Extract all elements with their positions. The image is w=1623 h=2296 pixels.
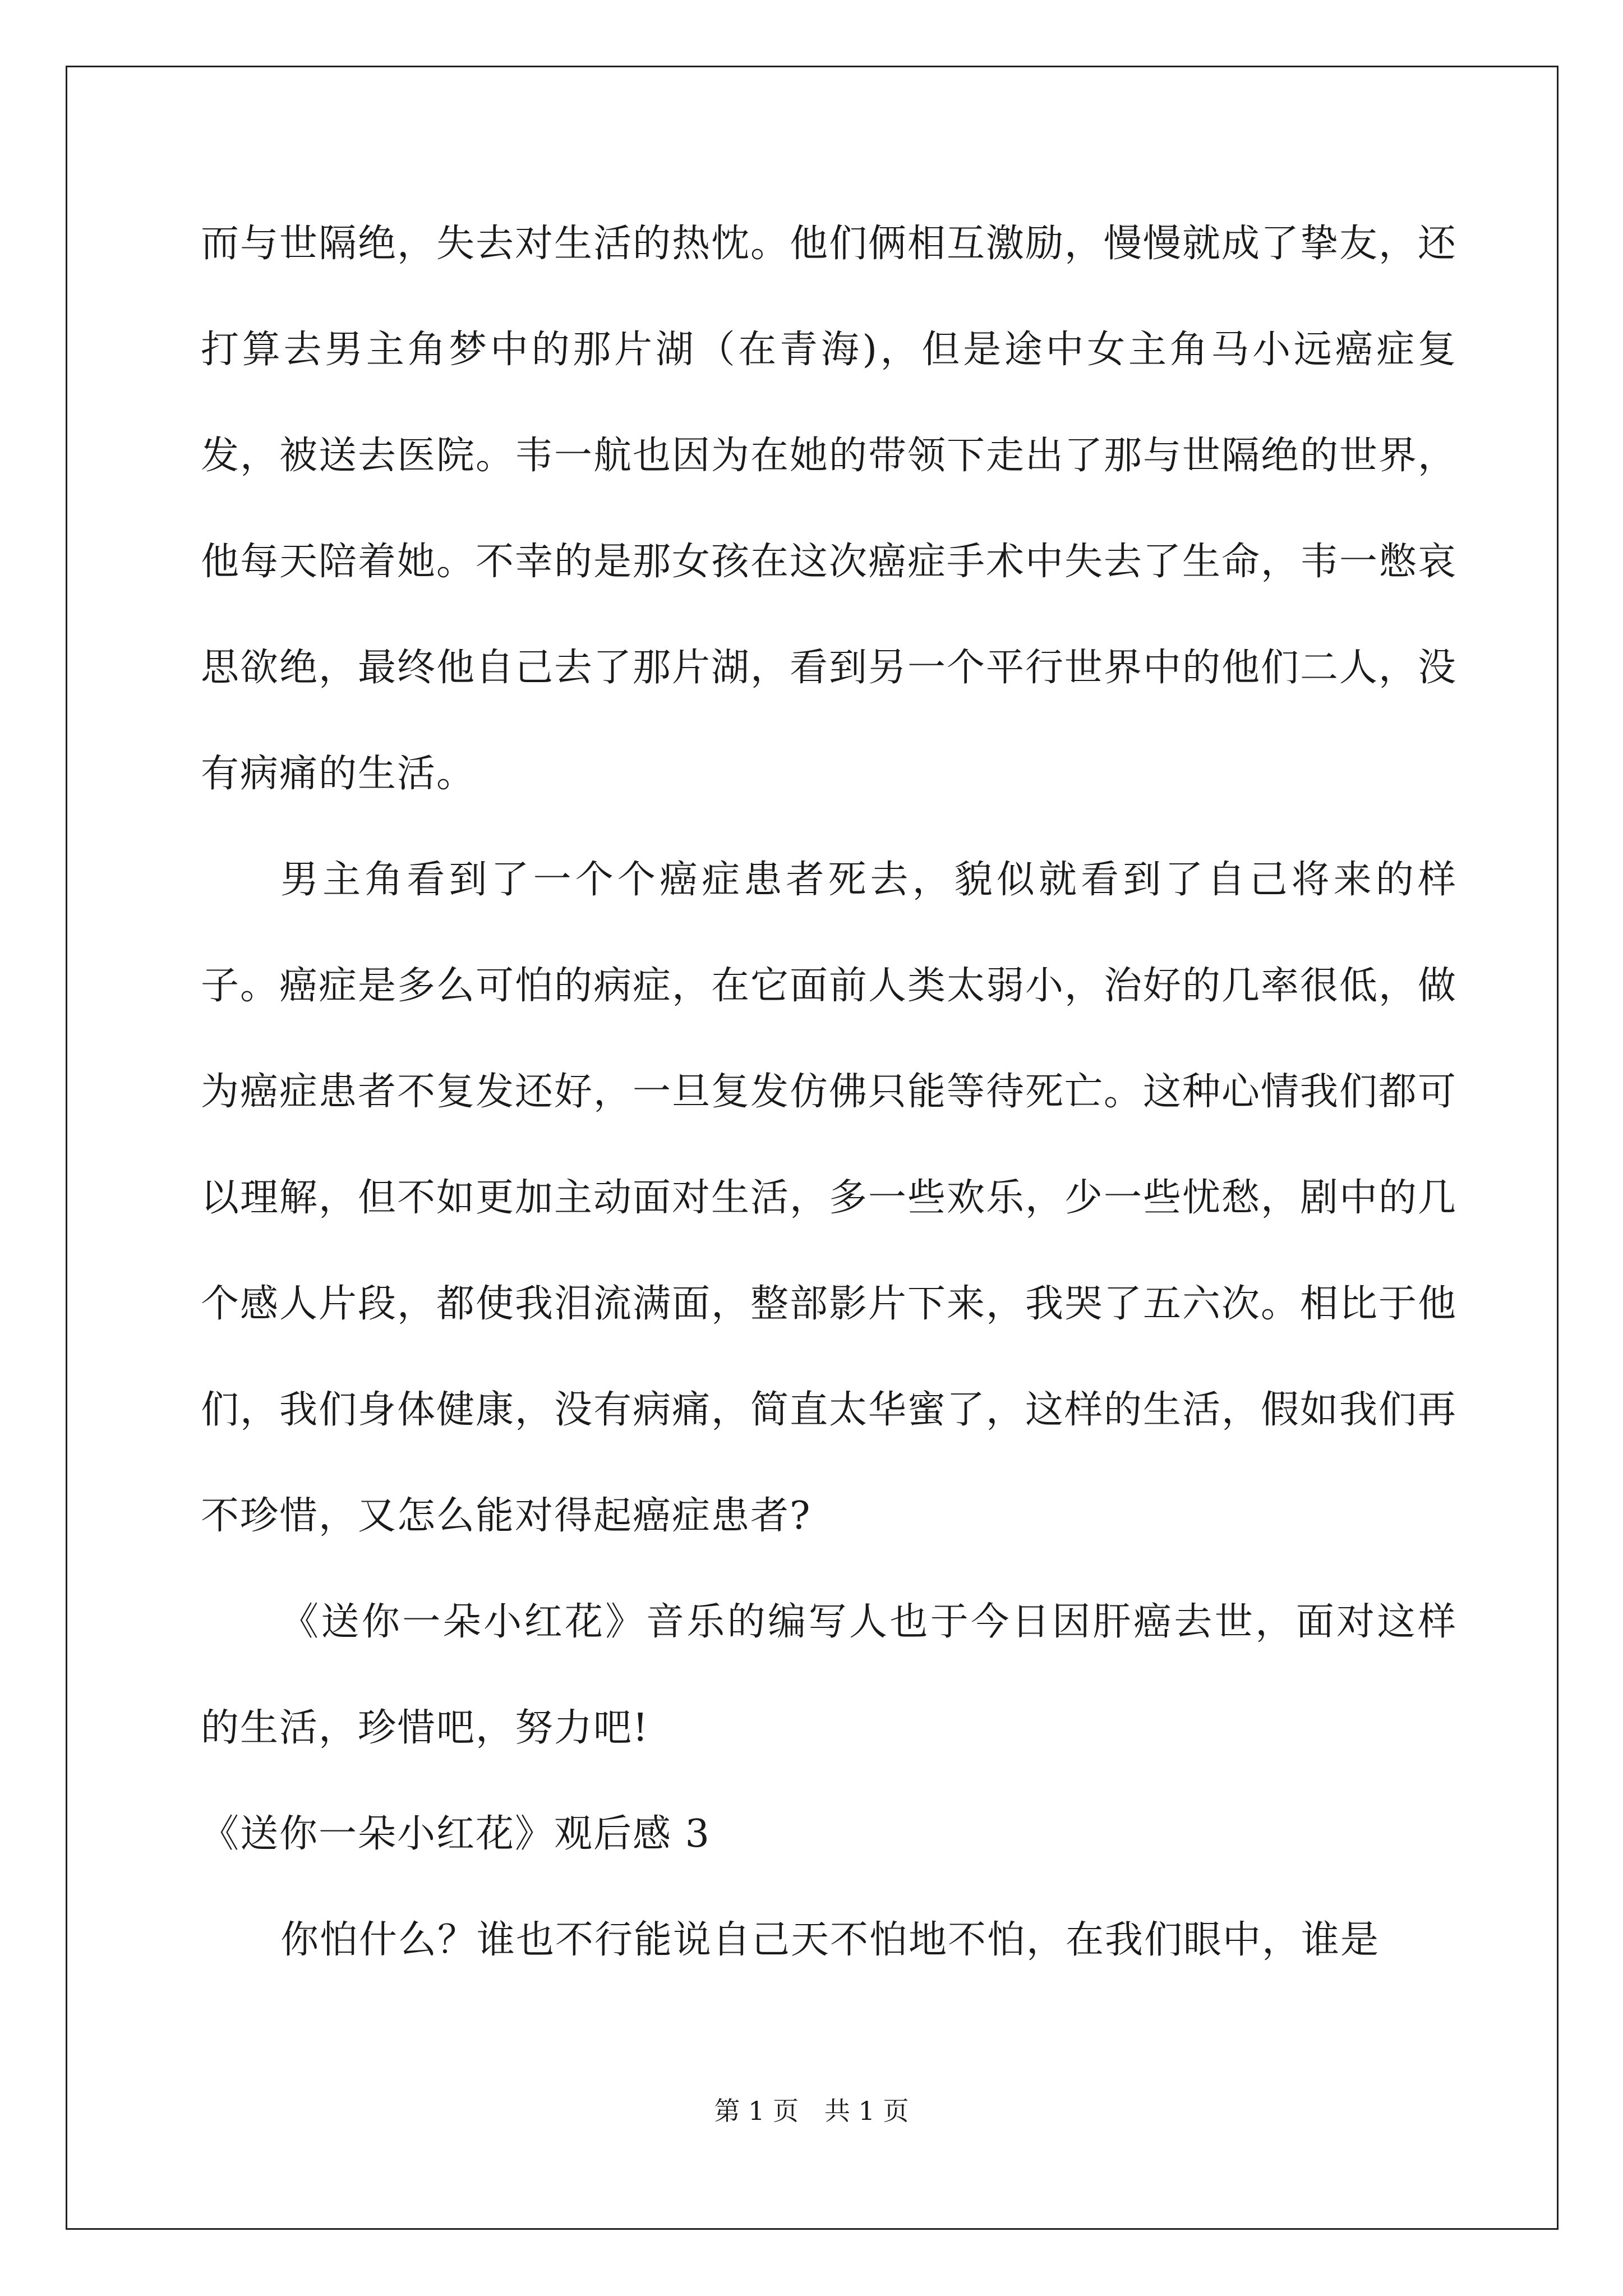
paragraph-1: 而与世隔绝，失去对生活的热忱。他们俩相互激励，慢慢就成了挚友，还打算去男主角梦中的那片湖（在青海)，但是途中女主角马小远癌症复发，被送去医院。韦一航也因为在她的带领下走出了那与世隔绝的世界，他每天陪着她。不幸的是那女孩在这次癌症手术中失去了生命，韦一憋哀思欲绝，最终他自己去了那片湖，看到另一个平行世界中的他们二人，没有病痛的生活。 [201, 222, 1458, 796]
paragraph-4: 你怕什么？谁也不行能说自己天不怕地不怕，在我们眼中，谁是 [280, 1918, 1380, 1962]
paragraph-2: 男主角看到了一个个癌症患者死去，貌似就看到了自己将来的样子。癌症是多么可怕的病症，在它面前人类太弱小，治好的几率很低，做为癌症患者不复发还好，一旦复发仿佛只能等待死亡。这种心情我们都可以理解，但不如更加主动面对生活，多一些欢乐，少一些忧愁，剧中的几个感人片段，都使我泪流满面，整部影片下来，我哭了五六次。相比于他们，我们身体健康，没有病痛，简直太华蜜了，这样的生活，假如我们再不珍惜，又怎么能对得起癌症患者? [201, 858, 1458, 1538]
page-footer: 第 1 页 共 1 页 [714, 2096, 909, 2126]
document-body [201, 191, 1457, 1993]
paragraph-3: 《送你一朵小红花》音乐的编写人也于今日因肝癌去世，面对这样的生活，珍惜吧，努力吧! [201, 1600, 1457, 1750]
section-heading: 《送你一朵小红花》观后感 3 [201, 1812, 711, 1856]
